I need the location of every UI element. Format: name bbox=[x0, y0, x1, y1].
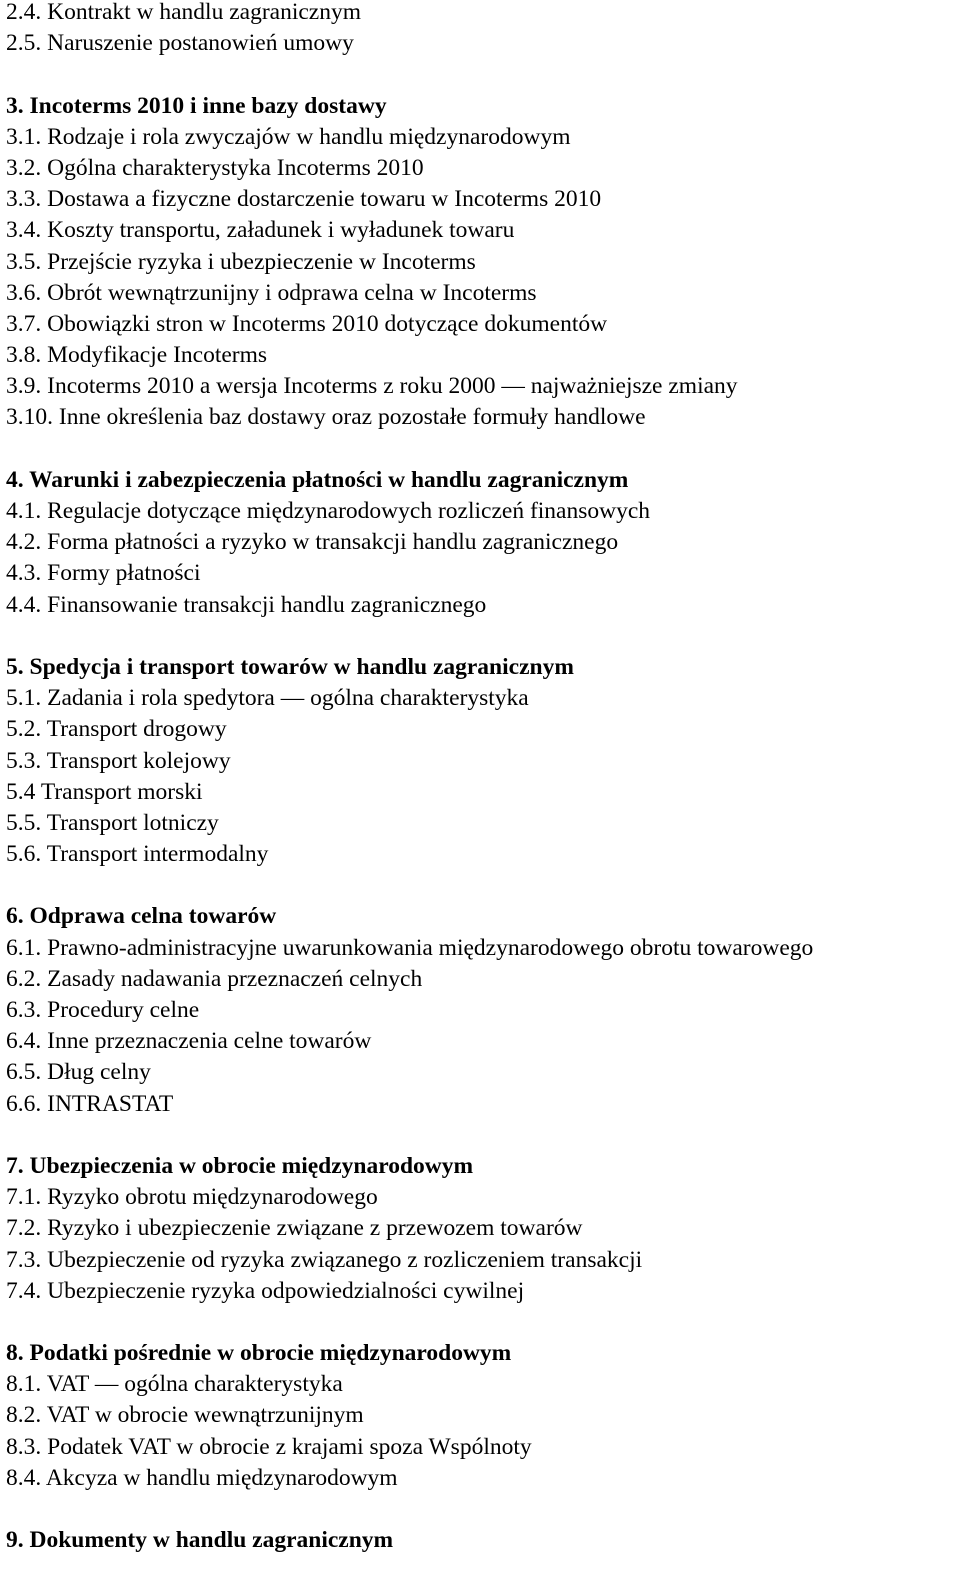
toc-entry-7-4: 7.4. Ubezpieczenie ryzyka odpowiedzialności cywilnej bbox=[6, 1277, 525, 1304]
toc-entry-8-4: 8.4. Akcyza w handlu międzynarodowym bbox=[6, 1464, 398, 1491]
toc-entry-2-4: 2.4. Kontrakt w handlu zagranicznym bbox=[6, 0, 362, 25]
toc-entry-8-2: 8.2. VAT w obrocie wewnątrzunijnym bbox=[6, 1402, 364, 1429]
toc-entry-3-9: 3.9. Incoterms 2010 a wersja Incoterms z roku 2000 — najważniejsze zmiany bbox=[6, 373, 738, 400]
toc-entry-3-7: 3.7. Obowiązki stron w Incoterms 2010 dotyczące dokumentów bbox=[6, 310, 608, 337]
toc-entry-4-1: 4.1. Regulacje dotyczące międzynarodowych rozliczeń finansowych bbox=[6, 498, 651, 524]
toc-entry-3-4: 3.4. Koszty transportu, załadunek i wyładunek towaru bbox=[6, 217, 515, 244]
toc-entry-7-1: 7.1. Ryzyko obrotu międzynarodowego bbox=[6, 1184, 378, 1211]
toc-entry-4-3: 4.3. Formy płatności bbox=[6, 560, 201, 587]
toc-chapter-8-heading: 8. Podatki pośrednie w obrocie międzynarodowym bbox=[6, 1340, 512, 1367]
toc-entry-8-3: 8.3. Podatek VAT w obrocie z krajami spoza Wspólnoty bbox=[6, 1433, 532, 1460]
toc-entry-5-6: 5.6. Transport intermodalny bbox=[6, 841, 269, 868]
toc-chapter-6-heading: 6. Odprawa celna towarów bbox=[6, 903, 277, 930]
table-of-contents bbox=[6, 0, 956, 1556]
toc-entry-6-2: 6.2. Zasady nadawania przeznaczeń celnych bbox=[6, 965, 423, 992]
toc-entry-6-4: 6.4. Inne przeznaczenia celne towarów bbox=[6, 1028, 372, 1055]
toc-chapter-4-heading: 4. Warunki i zabezpieczenia płatności w handlu zagranicznym bbox=[6, 466, 629, 493]
toc-entry-5-1: 5.1. Zadania i rola spedytora — ogólna charakterystyka bbox=[6, 685, 529, 712]
section-spacer bbox=[6, 621, 956, 652]
section-spacer bbox=[6, 59, 956, 90]
toc-entry-5-2: 5.2. Transport drogowy bbox=[6, 716, 227, 743]
toc-entry-3-6: 3.6. Obrót wewnątrzunijny i odprawa celna w Incoterms bbox=[6, 279, 537, 306]
section-spacer bbox=[6, 870, 956, 901]
toc-entry-3-10: 3.10. Inne określenia baz dostawy oraz pozostałe formuły handlowe bbox=[6, 404, 646, 431]
toc-entry-5-5: 5.5. Transport lotniczy bbox=[6, 809, 219, 836]
toc-entry-6-3: 6.3. Procedury celne bbox=[6, 997, 200, 1023]
section-spacer bbox=[6, 434, 956, 465]
section-spacer bbox=[6, 1494, 956, 1525]
toc-entry-3-8: 3.8. Modyfikacje Incoterms bbox=[6, 342, 268, 369]
toc-entry-6-5: 6.5. Dług celny bbox=[6, 1059, 151, 1086]
toc-chapter-9-heading: 9. Dokumenty w handlu zagranicznym bbox=[6, 1527, 394, 1554]
toc-entry-2-5: 2.5. Naruszenie postanowień umowy bbox=[6, 30, 354, 57]
toc-chapter-7-heading: 7. Ubezpieczenia w obrocie międzynarodowym bbox=[6, 1152, 474, 1179]
section-spacer bbox=[6, 1307, 956, 1338]
toc-entry-6-6: 6.6. INTRASTAT bbox=[6, 1090, 174, 1117]
toc-entry-4-4: 4.4. Finansowanie transakcji handlu zagranicznego bbox=[6, 591, 487, 618]
toc-entry-3-2: 3.2. Ogólna charakterystyka Incoterms 2010 bbox=[6, 154, 424, 181]
toc-entry-7-2: 7.2. Ryzyko i ubezpieczenie związane z przewozem towarów bbox=[6, 1215, 583, 1242]
toc-entry-3-1: 3.1. Rodzaje i rola zwyczajów w handlu międzynarodowym bbox=[6, 123, 571, 150]
toc-entry-5-4: 5.4 Transport morski bbox=[6, 778, 203, 805]
section-spacer bbox=[6, 1120, 956, 1151]
toc-entry-3-5: 3.5. Przejście ryzyka i ubezpieczenie w Incoterms bbox=[6, 248, 476, 275]
toc-entry-4-2: 4.2. Forma płatności a ryzyko w transakcji handlu zagranicznego bbox=[6, 529, 619, 556]
toc-entry-7-3: 7.3. Ubezpieczenie od ryzyka związanego z rozliczeniem transakcji bbox=[6, 1246, 643, 1273]
toc-entry-3-3: 3.3. Dostawa a fizyczne dostarczenie towaru w Incoterms 2010 bbox=[6, 186, 602, 213]
toc-chapter-3-heading: 3. Incoterms 2010 i inne bazy dostawy bbox=[6, 92, 387, 119]
toc-entry-5-3: 5.3. Transport kolejowy bbox=[6, 747, 231, 774]
toc-entry-6-1: 6.1. Prawno-administracyjne uwarunkowania międzynarodowego obrotu towarowego bbox=[6, 934, 814, 961]
toc-chapter-5-heading: 5. Spedycja i transport towarów w handlu zagranicznym bbox=[6, 653, 574, 680]
toc-entry-8-1: 8.1. VAT — ogólna charakterystyka bbox=[6, 1371, 343, 1398]
